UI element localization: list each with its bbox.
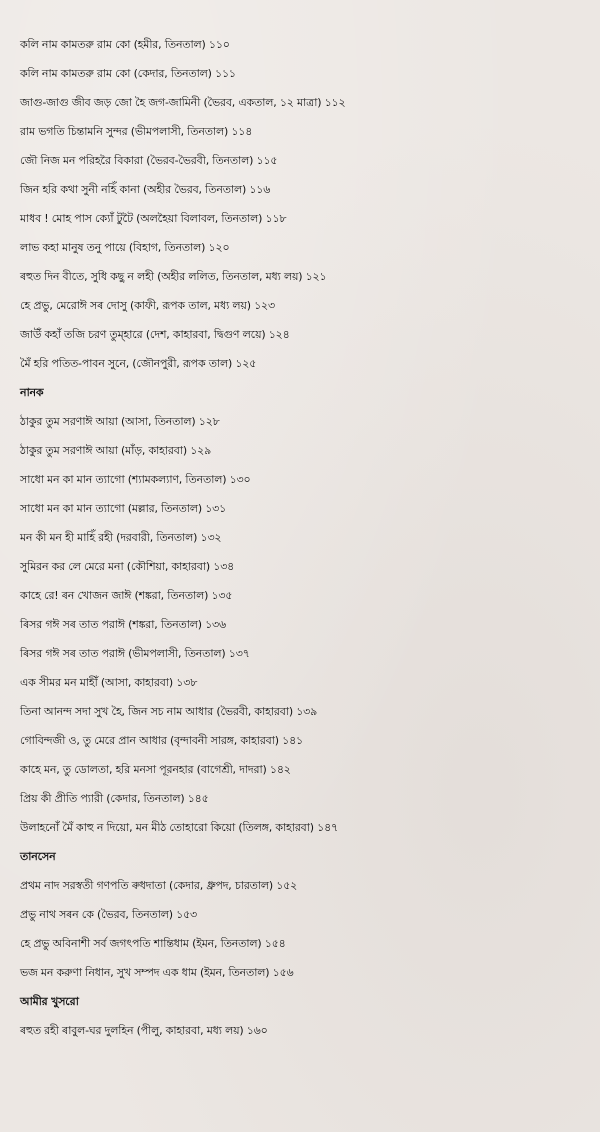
index-entry: এক সীমর মন মাহীঁ (আসা, কাহারবা) ১৩৮: [20, 676, 198, 689]
index-entry: কাহে রে! ৰন খোজন জাঈ (শঙ্করা, তিনতাল) ১৩৫: [20, 589, 233, 602]
index-entry: তিনা আনন্দ সদা সুখ হৈ, জিন সচ নাম আধার (ভৈরবী, কাহারবা) ১৩৯: [20, 705, 318, 718]
section-heading: তানসেন: [20, 850, 56, 863]
index-entry: মৈঁ হরি পতিত-পাবন সুনে, (জৌনপুরী, রূপক তাল) ১২৫: [20, 357, 257, 370]
index-entry: জাউঁ কহাঁ তজি চরণ তুম্হারে (দেশ, কাহারবা, দ্বিগুণ লয়ে) ১২৪: [20, 328, 290, 341]
index-entry: ৰহুত দিন বীতে, সুধি কছু ন লহী (অহীর ললিত, তিনতাল, মধ্য লয়) ১২১: [20, 270, 327, 283]
index-entry: গোবিন্দজী ও, তু মেরে প্রান আধার (বৃন্দাবনী সারঙ্গ, কাহারবা) ১৪১: [20, 734, 303, 747]
index-entry: জিন হরি কথা সুনী নহিঁ কানা (অহীর ভৈরব, তিনতাল) ১১৬: [20, 183, 271, 196]
index-entry: মন কী মন হী মাহিঁ রহী (দরবারী, তিনতাল) ১৩২: [20, 531, 222, 544]
index-entry: মাধব ! মোহ পাস ক্যোঁ টুটৈ (অলহৈয়া বিলাবল, তিনতাল) ১১৮: [20, 212, 287, 225]
index-entry: হে প্রভু অবিনাশী সর্ব জগৎপতি শান্তিধাম (ইমন, তিনতাল) ১৫৪: [20, 937, 286, 950]
index-entry: জৌ নিজ মন পরিহরৈ বিকারা (ভৈরব-ভৈরবী, তিনতাল) ১১৫: [20, 154, 278, 167]
section-heading: নানক: [20, 386, 44, 399]
index-entry: হে প্রভু, মেরোঈ সৰ দোসু (কাফী, রূপক তাল, মধ্য লয়) ১২৩: [20, 299, 275, 312]
index-entry: ৰিসর গঈ সৰ তাত পরাঈ (শঙ্করা, তিনতাল) ১৩৬: [20, 618, 226, 631]
index-entry: ৰহুত রহী ৰাবুল-ঘর দুলহিন (পীলু, কাহারবা, মধ্য লয়) ১৬০: [20, 1024, 268, 1037]
index-entry: কলি নাম কামতরু রাম কো (কেদার, তিনতাল) ১১১: [20, 67, 236, 80]
index-entry: জাগু-জাগু জীব জড় জো হৈ জগ-জামিনী (ভৈরব, একতাল, ১২ মাত্রা) ১১২: [20, 96, 346, 109]
index-entry: উলাহনোঁ মৈঁ কাহু ন দিয়ো, মন মীঠ তোহারো কিয়ো (তিলঙ্গ, কাহারবা) ১৪৭: [20, 821, 339, 834]
index-entry: প্রথম নাদ সরস্বতী গণপতি ৰুধদাতা (কেদার, ধ্রুপদ, চারতাল) ১৫২: [20, 879, 298, 892]
index-entry: সাধো মন কা মান ত্যাগো (মল্লার, তিনতাল) ১৩১: [20, 502, 227, 515]
index-entry: ভজ মন করুণা নিধান, সুখ সম্পদ এক ধাম (ইমন, তিনতাল) ১৫৬: [20, 966, 294, 979]
index-entry: প্রভু নাথ সৰন কে (ভৈরব, তিনতাল) ১৫৩: [20, 908, 197, 921]
index-entry: লাভ কহা মানুষ তনু পায়ে (বিহাগ, তিনতাল) ১২০: [20, 241, 230, 254]
section-heading: আমীর খুসরো: [20, 995, 79, 1008]
index-entry: ঠাকুর তুম সরণাঈ আয়া (মাঁড়, কাহারবা) ১২৯: [20, 444, 212, 457]
index-entry: রাম ভগতি চিন্তামনি সুন্দর (ভীমপলাসী, তিনতাল) ১১৪: [20, 125, 253, 138]
index-entry: কলি নাম কামতরু রাম কো (হমীর, তিনতাল) ১১০: [20, 38, 230, 51]
index-entry: কাহে মন, তু ডোলতা, হরি মনসা পূরনহার (বাগেশ্রী, দাদরা) ১৪২: [20, 763, 291, 776]
index-entry: সাধো মন কা মান ত্যাগো (শ্যামকল্যাণ, তিনতাল) ১৩০: [20, 473, 251, 486]
index-entry: সুমিরন কর লে মেরে মনা (কৌশিয়া, কাহারবা) ১৩৪: [20, 560, 235, 573]
index-entry: ঠাকুর তুম সরণাঈ আয়া (আসা, তিনতাল) ১২৮: [20, 415, 220, 428]
index-entry: প্রিয় কী প্রীতি প্যারী (কেদার, তিনতাল) ১৪৫: [20, 792, 209, 805]
index-page: [20, 30, 600, 1132]
index-entry: ৰিসর গঈ সৰ তাত পরাঈ (ভীমপলাসী, তিনতাল) ১৩৭: [20, 647, 250, 660]
